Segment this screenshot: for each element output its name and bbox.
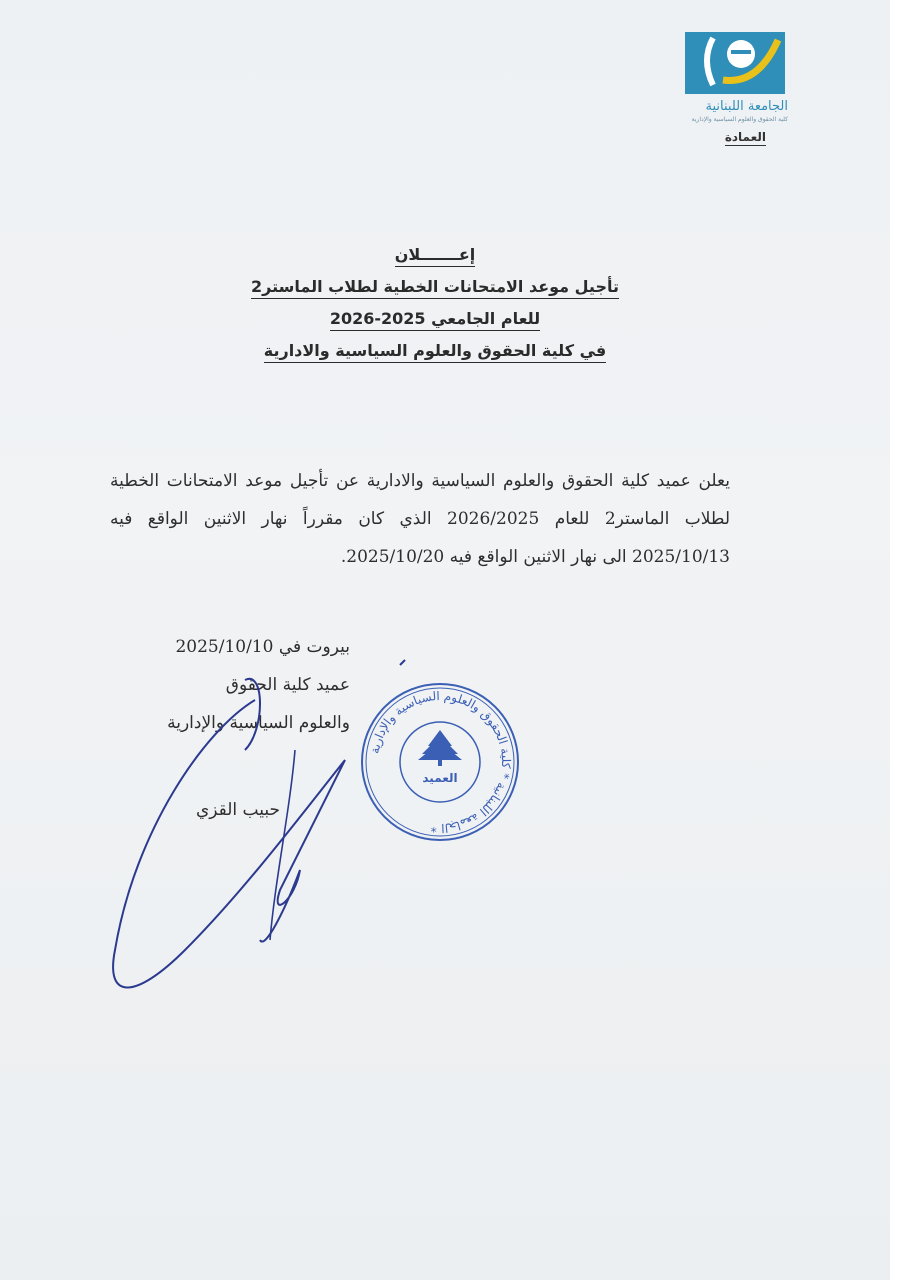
logo-university-name: الجامعة اللبنانية [705, 99, 788, 114]
stamp-ring-text: الجامعة اللبنانية * كلية الحقوق والعلوم السياسية والإدارية * [367, 688, 514, 836]
faculty-name: في كلية الحقوق والعلوم السياسية والادارية [264, 341, 606, 363]
announcement-title: إعـــــــلان [395, 245, 476, 267]
stamp-seal-icon [358, 680, 522, 844]
place-date: بيروت في 2025/10/10 [175, 637, 350, 657]
logo-emblem-icon [683, 30, 788, 100]
announcement-heading [200, 245, 670, 381]
official-stamp [358, 680, 522, 844]
academic-year: للعام الجامعي 2025-2026 [330, 309, 540, 331]
university-logo [683, 30, 788, 155]
dean-title-line1: عميد كلية الحقوق [225, 675, 350, 695]
page-margin [890, 0, 902, 1280]
stamp-center-text: العميد [422, 771, 458, 785]
announcement-body: يعلن عميد كلية الحقوق والعلوم السياسية والادارية عن تأجيل موعد الامتحانات الخطية لطلاب الماستر2 للعام 2026/2025 الذي كان مقرراً نهار الاثنين الواقع فيه 2025/10/13 الى نهار الاثنين الواقع فيه 2025/10/20. [110, 471, 731, 567]
signature-block [110, 628, 350, 742]
announcement-subject: تأجيل موعد الامتحانات الخطية لطلاب الماستر2 [251, 277, 619, 299]
logo-faculty-subline: كلية الحقوق والعلوم السياسية والإدارية [691, 116, 788, 123]
dean-name: حبيب القزي [195, 800, 280, 820]
cedar-icon [418, 730, 462, 766]
office-label: العمادة [724, 130, 766, 144]
dean-title-line2: والعلوم السياسية والإدارية [167, 713, 350, 733]
